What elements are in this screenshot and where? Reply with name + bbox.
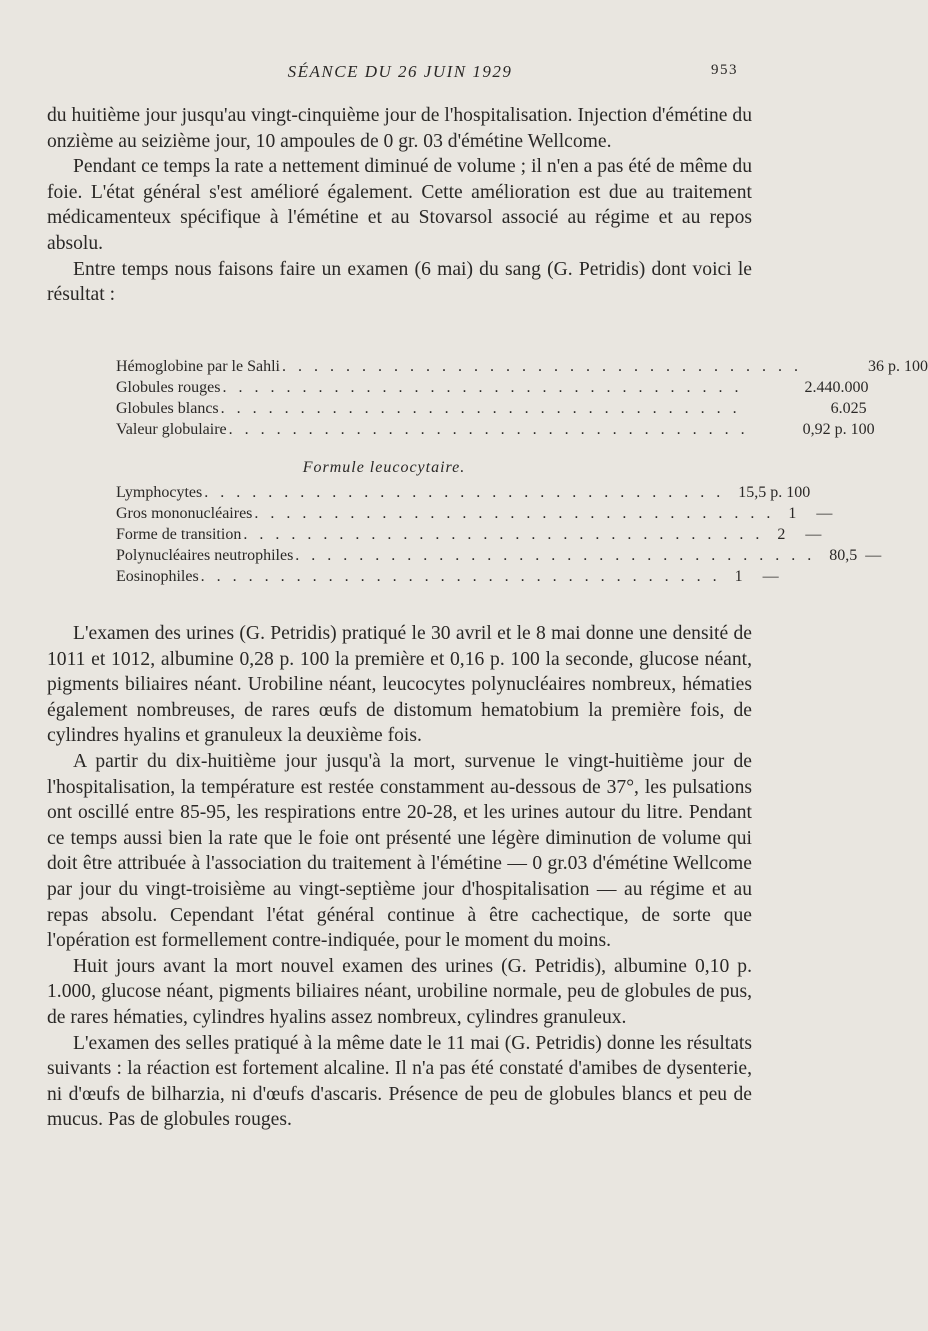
leader-dots: . . . . . . . . . . . . . . . . . . . . . . . . . . . . . . . . .: [243, 526, 764, 543]
row-value: 15,5 p. 100: [738, 484, 811, 501]
row-value: 1 —: [734, 568, 779, 585]
body-text-top: [47, 103, 752, 308]
paragraph: L'examen des selles pratiqué à la même date le 11 mai (G. Petridis) donne les résultats suivants : la réaction est fortement alcaline. Il n'a pas été constaté d'amibes de dysenterie, ni d'œufs de bilharzia, ni d'œufs d'ascaris. Présence de peu de globules blancs et peu de mucus. Pas de globules rouges.: [47, 1032, 752, 1131]
page-number: 953: [711, 62, 738, 78]
table-row: [116, 398, 867, 419]
leader-dots: . . . . . . . . . . . . . . . . . . . . . . . . . . . . . . . . .: [204, 484, 725, 501]
row-value: 80,5 —: [829, 547, 882, 564]
table-row: [116, 377, 869, 398]
table-row: [116, 524, 822, 545]
row-value: 36 p. 100: [867, 358, 928, 375]
blood-exam-table: [116, 356, 928, 587]
running-title: SÉANCE DU 26 JUIN 1929: [287, 62, 513, 81]
leader-dots: . . . . . . . . . . . . . . . . . . . . . . . . . . . . . . . . .: [228, 421, 749, 438]
row-label: Lymphocytes: [116, 484, 203, 501]
row-value: 0,92 p. 100: [802, 421, 875, 438]
page-header: [0, 58, 800, 88]
paragraph: Pendant ce temps la rate a nettement diminué de volume ; il n'en a pas été de même du foie. L'état général s'est amélioré également. Cette amélioration est due au traitement médicamenteux spécifique à l'émétine et au Stovarsol associé au régime et au repos absolu.: [47, 156, 752, 254]
leader-dots: . . . . . . . . . . . . . . . . . . . . . . . . . . . . . . . . .: [281, 358, 802, 375]
paragraph: Huit jours avant la mort nouvel examen des urines (G. Petridis), albumine 0,10 p. 1.000, glucose néant, pigments biliaires néant, urobiline normale, peu de globules de pus, de rares hématies, cylindres hyalins assez nombreux, cylindres granuleux.: [47, 955, 752, 1028]
row-label: Forme de transition: [116, 526, 242, 543]
paragraph: du huitième jour jusqu'au vingt-cinquième jour de l'hospitalisation. Injection d'émétine du onzième au seizième jour, 10 ampoules de 0 gr. 03 d'émétine Wellcome.: [47, 105, 752, 152]
leader-dots: . . . . . . . . . . . . . . . . . . . . . . . . . . . . . . . . .: [222, 379, 743, 396]
leader-dots: . . . . . . . . . . . . . . . . . . . . . . . . . . . . . . . . .: [200, 568, 721, 585]
row-label: Hémoglobine par le Sahli: [116, 358, 280, 375]
table-row: [116, 356, 928, 377]
row-label: Globules blancs: [116, 400, 219, 417]
table-row: [116, 419, 875, 440]
row-label: Globules rouges: [116, 379, 221, 396]
paragraph: Entre temps nous faisons faire un examen (6 mai) du sang (G. Petridis) dont voici le résultat :: [47, 258, 752, 306]
formula-caption: Formule leucocytaire.: [302, 459, 466, 476]
table-row: [116, 503, 833, 524]
row-value: 6.025: [830, 400, 867, 417]
row-label: Gros mononucléaires: [116, 505, 253, 522]
leader-dots: . . . . . . . . . . . . . . . . . . . . . . . . . . . . . . . . .: [254, 505, 775, 522]
row-value: 2 —: [777, 526, 822, 543]
row-label: Eosinophiles: [116, 568, 199, 585]
table-row: [116, 545, 882, 566]
leader-dots: . . . . . . . . . . . . . . . . . . . . . . . . . . . . . . . . .: [295, 547, 816, 564]
row-value: 2.440.000: [804, 379, 869, 396]
leader-dots: . . . . . . . . . . . . . . . . . . . . . . . . . . . . . . . . .: [220, 400, 741, 417]
row-label: Valeur globulaire: [116, 421, 227, 438]
table-row: [116, 482, 811, 503]
row-label: Polynucléaires neutrophiles: [116, 547, 294, 564]
paragraph: L'examen des urines (G. Petridis) pratiqué le 30 avril et le 8 mai donne une densité de 1011 et 1012, albumine 0,28 p. 100 la première et 0,16 p. 100 la seconde, glucose néant, pigments biliaires néant. Urobiline néant, leucocytes polynucléaires nombreux, hématies également nombreuses, de rares œufs de distomum hematobium la première fois, de cylindres hyalins et granuleux la deuxième fois.: [47, 623, 752, 747]
body-text-bottom: [47, 621, 752, 1133]
table-row: [116, 566, 779, 587]
paragraph: A partir du dix-huitième jour jusqu'à la mort, survenue le vingt-huitième jour de l'hospitalisation, la température est restée constamment au-dessous de 37°, les pulsations ont oscillé entre 85-95, les respirations entre 20-28, et les urines autour du litre. Pendant ce temps aussi bien la rate que le foie ont présenté une légère diminution de volume qui doit être attribuée à l'association du traitement à l'émétine — 0 gr.03 d'émétine Wellcome par jour du vingt-troisième au vingt-septième jour d'hospitalisation — au régime et au repas absolu. Cependant l'état général continue à être cachectique, de sorte que l'opération est formellement contre-indiquée, pour le moment du moins.: [47, 750, 752, 952]
row-value: 1 —: [788, 505, 833, 522]
